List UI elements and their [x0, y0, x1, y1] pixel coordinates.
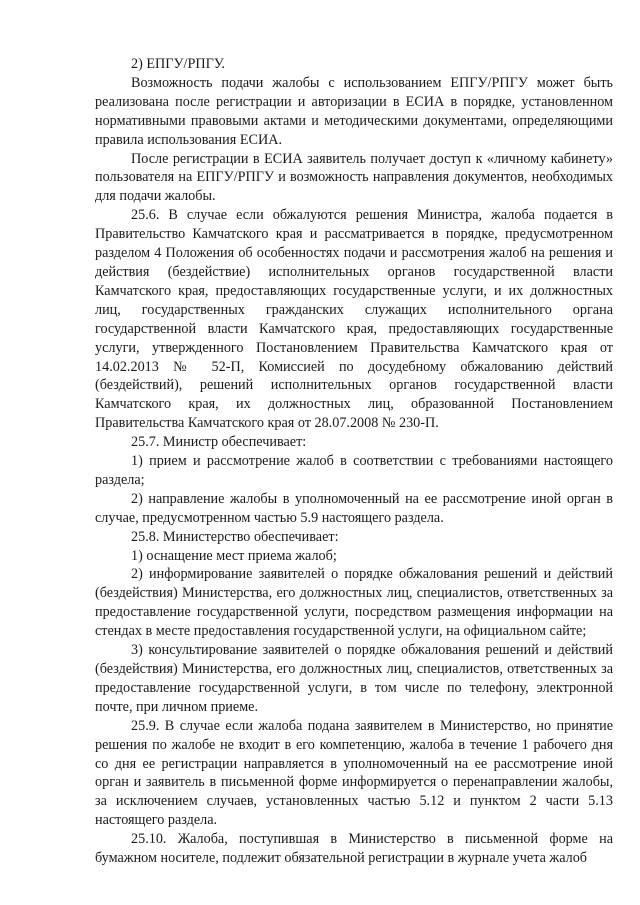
paragraph-25-6: 25.6. В случае если обжалуются решения Министра, жалоба подается в Правительство Камчатского края и рассматривается в порядке, предусмотренном разделом 4 Положения об особенностях подачи и рассмотрения жалоб на решения и действия (бездействие) исполнительных органов государственной власти Камчатского края, предоставляющих государственные услуги, и их должностных лиц, государственных гражданских служащих исполнительного органа государственной власти Камчатского края, предоставляющих государственные услуги, утвержденного Постановлением Правительства Камчатского края от 14.02.2013 № 52-П, Комиссией по досудебному обжалованию действий (бездействий), решений исполнительных органов государственной власти Камчатского края, их должностных лиц, образованной Постановлением Правительства Камчатского края от 28.07.2008 № 230-П.	[95, 207, 613, 432]
paragraph-complaint-possibility: Возможность подачи жалобы с использованием ЕПГУ/РПГУ может быть реализована после регистрации и авторизации в ЕСИА в порядке, установленном нормативными правовыми актами и методическими документами, определяющими правила использования ЕСИА.	[95, 74, 613, 148]
paragraph-25-7-item-2: 2) направление жалобы в уполномоченный на ее рассмотрение иной орган в случае, предусмотренном частью 5.9 настоящего раздела.	[95, 490, 613, 526]
document-page	[95, 55, 613, 868]
paragraph-25-10: 25.10. Жалоба, поступившая в Министерство в письменной форме на бумажном носителе, подлежит обязательной регистрации в журнале учета жалоб	[95, 831, 613, 867]
paragraph-personal-cabinet: После регистрации в ЕСИА заявитель получает доступ к «личному кабинету» пользователя на ЕПГУ/РПГУ и возможность направления документов, необходимых для подачи жалобы.	[95, 150, 613, 205]
paragraph-25-9: 25.9. В случае если жалоба подана заявителем в Министерство, но принятие решения по жалобе не входит в его компетенцию, жалоба в течение 1 рабочего дня со дня ее регистрации направляется в уполномоченный на ее рассмотрение иной орган и заявитель в письменной форме информируется о перенаправлении жалобы, за исключением случаев, установленных частью 5.12 и пунктом 2 части 5.13 настоящего раздела.	[95, 717, 613, 829]
paragraph-25-7: 25.7. Министр обеспечивает:	[131, 434, 307, 451]
paragraph-epgu-heading: 2) ЕПГУ/РПГУ.	[131, 56, 226, 72]
paragraph-25-8-item-2: 2) информирование заявителей о порядке обжалования решений и действий (бездействия) Министерства, его должностных лиц, специалистов, ответственных за предоставление государственной услуги, посредством размещения информации на стендах в месте предоставления государственной услуги, на официальном сайте;	[95, 566, 613, 640]
paragraph-25-8: 25.8. Министерство обеспечивает:	[131, 528, 339, 545]
paragraph-25-8-item-3: 3) консультирование заявителей о порядке обжалования решений и действий (бездействия) Министерства, его должностных лиц, специалистов, ответственных за предоставление государственной услуги, в том числе по телефону, электронной почте, при личном приеме.	[95, 642, 613, 715]
paragraph-25-7-item-1: 1) прием и рассмотрение жалоб в соответствии с требованиями настоящего раздела;	[95, 453, 613, 488]
paragraph-25-8-item-1: 1) оснащение мест приема жалоб;	[131, 547, 337, 564]
